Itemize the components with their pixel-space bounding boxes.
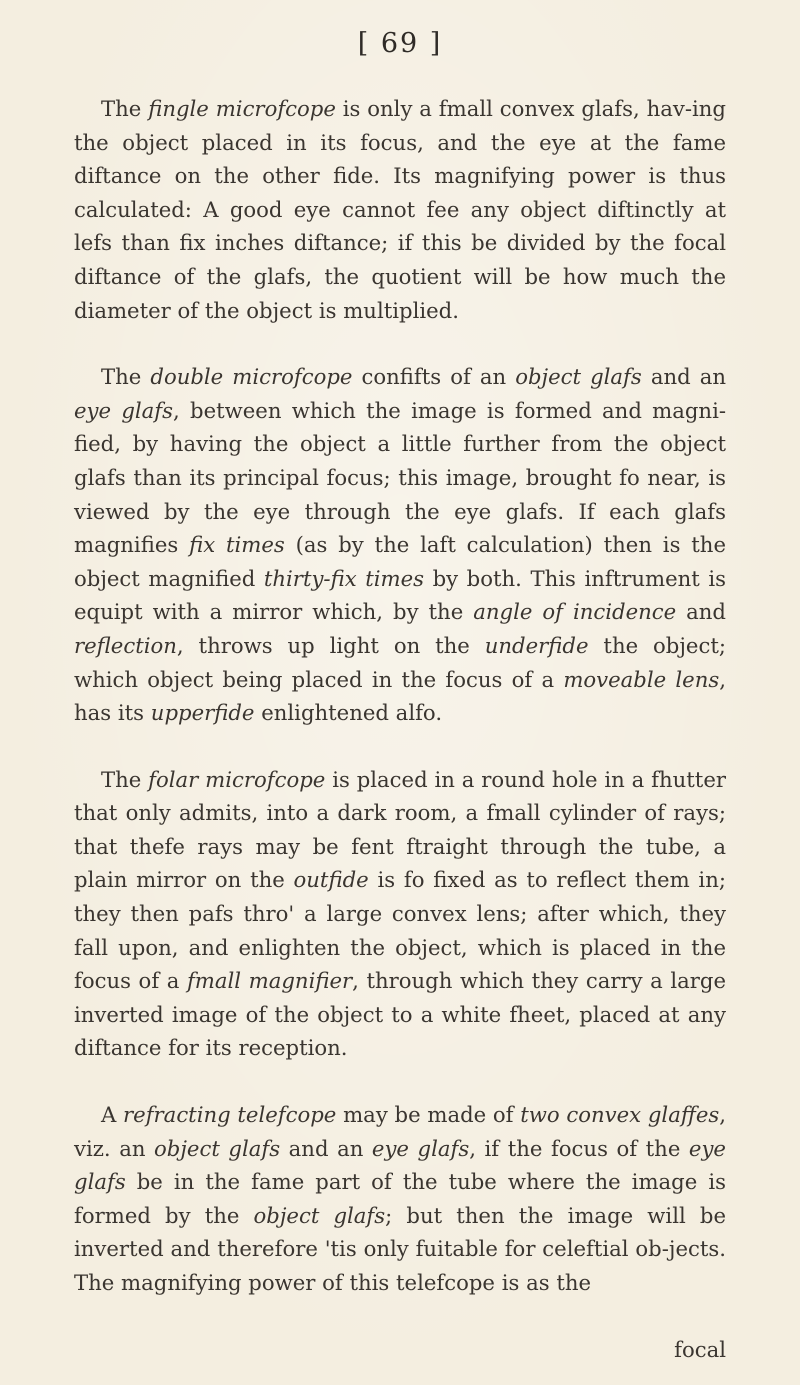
paragraph-double-microscope bbox=[74, 360, 726, 730]
text-run: is fo fixed as to reflect them in; they then pafs thro' a large convex lens; after which, they fall upon, and enlighten the object, which is placed in the focus of a bbox=[74, 867, 726, 994]
italic-term: underfide bbox=[484, 632, 589, 658]
italic-term: fix times bbox=[189, 532, 285, 558]
text-run: the object; which object being placed in the focus of a bbox=[74, 632, 726, 692]
catchword: focal bbox=[674, 1336, 726, 1362]
italic-term: refracting telefcope bbox=[123, 1102, 337, 1128]
text-run: , if the focus of the bbox=[469, 1135, 689, 1161]
italic-term: object glafs bbox=[253, 1202, 386, 1228]
text-run: enlightened alfo. bbox=[254, 700, 443, 726]
page-number: [ 69 ] bbox=[357, 28, 443, 59]
italic-term: folar microfcope bbox=[148, 766, 326, 792]
text-run: , viz. an bbox=[74, 1102, 726, 1161]
italic-term: thirty-fix times bbox=[263, 565, 425, 591]
text-run: is only a fmall convex glafs, hav-ing the object placed in its focus, and the eye at the fame diftance on the other fide. Its magnifying power is thus calculated: A good eye cannot fee any object diftinctly at lefs than fix inches diftance; if this be divided by the focal diftance of the glafs, the quotient will be how much the diameter of the object is multiplied. bbox=[74, 96, 726, 323]
italic-term: double microfcope bbox=[150, 364, 353, 390]
italic-term: outfide bbox=[293, 867, 369, 893]
italic-term: reflection bbox=[74, 632, 177, 658]
text-run: and bbox=[676, 599, 726, 625]
text-run: , has its bbox=[74, 666, 726, 726]
paragraph-refracting-telescope bbox=[74, 1098, 726, 1300]
page-text bbox=[74, 92, 726, 1366]
italic-term: eye glafs bbox=[74, 1135, 726, 1195]
text-run: and an bbox=[280, 1135, 372, 1161]
italic-term: object glafs bbox=[154, 1135, 281, 1161]
italic-term: two convex glaffes bbox=[520, 1102, 720, 1128]
text-run: be in the fame part of the tube where the image is formed by the bbox=[74, 1169, 726, 1228]
text-run: The bbox=[101, 364, 151, 390]
text-run: A bbox=[101, 1102, 124, 1128]
italic-term: fingle microfcope bbox=[148, 96, 336, 121]
italic-term: eye glafs bbox=[74, 397, 174, 423]
italic-term: object glafs bbox=[515, 364, 642, 390]
text-run: (as by the laft calculation) then is the object magnified bbox=[74, 532, 726, 591]
italic-term: moveable lens bbox=[563, 666, 720, 692]
text-run: may be made of bbox=[336, 1102, 521, 1128]
text-run: The bbox=[101, 96, 149, 121]
text-run: by both. This inftrument is equipt with a mirror which, by the bbox=[74, 565, 727, 625]
text-run: ; but then the image will be inverted and therefore 'tis only fuitable for celeftial ob-jects. The magnifying power of this telefcope is as the bbox=[74, 1202, 726, 1295]
text-run: , throws up light on the bbox=[176, 632, 485, 658]
italic-term: fmall magnifier bbox=[186, 968, 353, 994]
italic-term: eye glafs bbox=[371, 1135, 470, 1161]
text-run: , between which the image is formed and magni-fied, by having the object a little further from the object glafs than its principal focus; this image, brought fo near, is viewed by the eye through the eye glafs. If each glafs magnifies bbox=[74, 397, 727, 558]
text-run: and an bbox=[641, 364, 726, 390]
text-run: is placed in a round hole in a fhutter that only admits, into a dark room, a fmall cylinder of rays; that thefe rays may be fent ftraight through the tube, a plain mirror on the bbox=[74, 766, 726, 893]
text-run: , through which they carry a large inverted image of the object to a white fheet, placed at any diftance for its reception. bbox=[74, 968, 726, 1061]
paragraph-solar-microscope bbox=[74, 763, 726, 1065]
text-run: The bbox=[101, 766, 149, 792]
italic-term: angle of incidence bbox=[473, 599, 677, 625]
text-run: confifts of an bbox=[352, 364, 516, 390]
paragraph-single-microscope bbox=[74, 92, 726, 327]
italic-term: upperfide bbox=[150, 700, 255, 726]
